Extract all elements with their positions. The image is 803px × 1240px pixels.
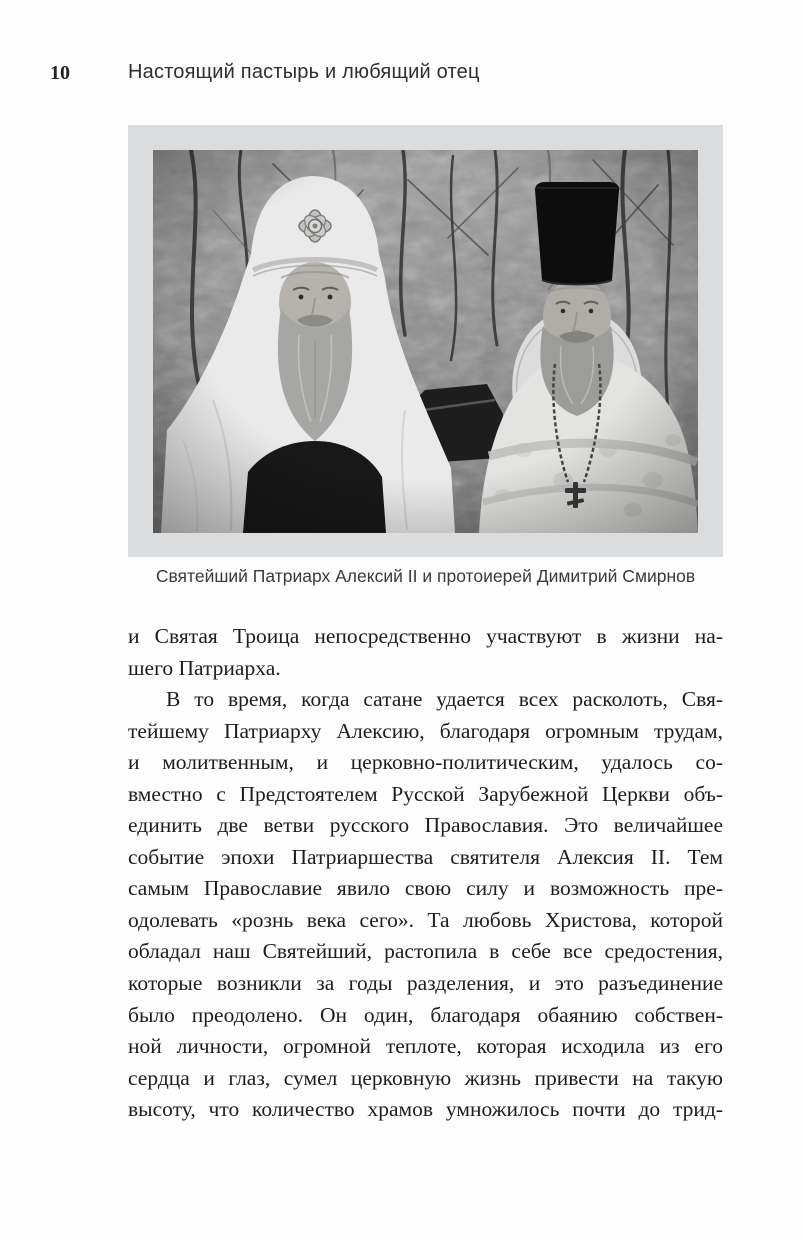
photo-bw-clergy (153, 150, 698, 533)
body-line: одолевать «рознь века сего». Та любовь Христова, которой (128, 907, 723, 932)
body-line: В то время, когда сатане удается всех расколоть, Свя- (166, 687, 723, 712)
body-line: вместно с Предстоятелем Русской Зарубежной Церкви объ- (128, 781, 723, 806)
body-text (128, 621, 723, 1126)
body-line: единить две ветви русского Православия. Это величайшее (128, 813, 723, 838)
photo-vignette (153, 150, 698, 533)
body-line: сердца и глаз, сумел церковную жизнь привести на такую (128, 1065, 723, 1090)
body-line: высоту, что количество храмов умножилось почти до трид- (128, 1097, 723, 1122)
page-number: 10 (50, 62, 70, 84)
running-title: Настоящий пастырь и любящий отец (128, 61, 480, 83)
body-line: событие эпохи Патриаршества святителя Алексия II. Тем (128, 844, 723, 869)
body-line: было преодолено. Он один, благодаря обаянию собствен- (128, 1002, 723, 1027)
body-line: тейшему Патриарху Алексию, благодаря огромным трудам, (128, 718, 723, 743)
photo-caption: Святейший Патриарх Алексий II и протоиерей Димитрий Смирнов (155, 566, 696, 586)
body-line: шего Патриарха. (128, 655, 281, 680)
body-line: обладал наш Святейший, растопила в себе все средостения, (128, 939, 723, 964)
body-line: и молитвенным, и церковно-политическим, удалось со- (128, 750, 723, 775)
body-line: самым Православие явило свою силу и возможность пре- (128, 876, 723, 901)
photo-frame (128, 125, 723, 557)
body-line: которые возникли за годы разделения, и это разъединение (128, 971, 723, 996)
body-line: ной личности, огромной теплоте, которая исходила из его (128, 1034, 723, 1059)
body-line: и Святая Троица непосредственно участвуют в жизни на- (128, 624, 723, 648)
